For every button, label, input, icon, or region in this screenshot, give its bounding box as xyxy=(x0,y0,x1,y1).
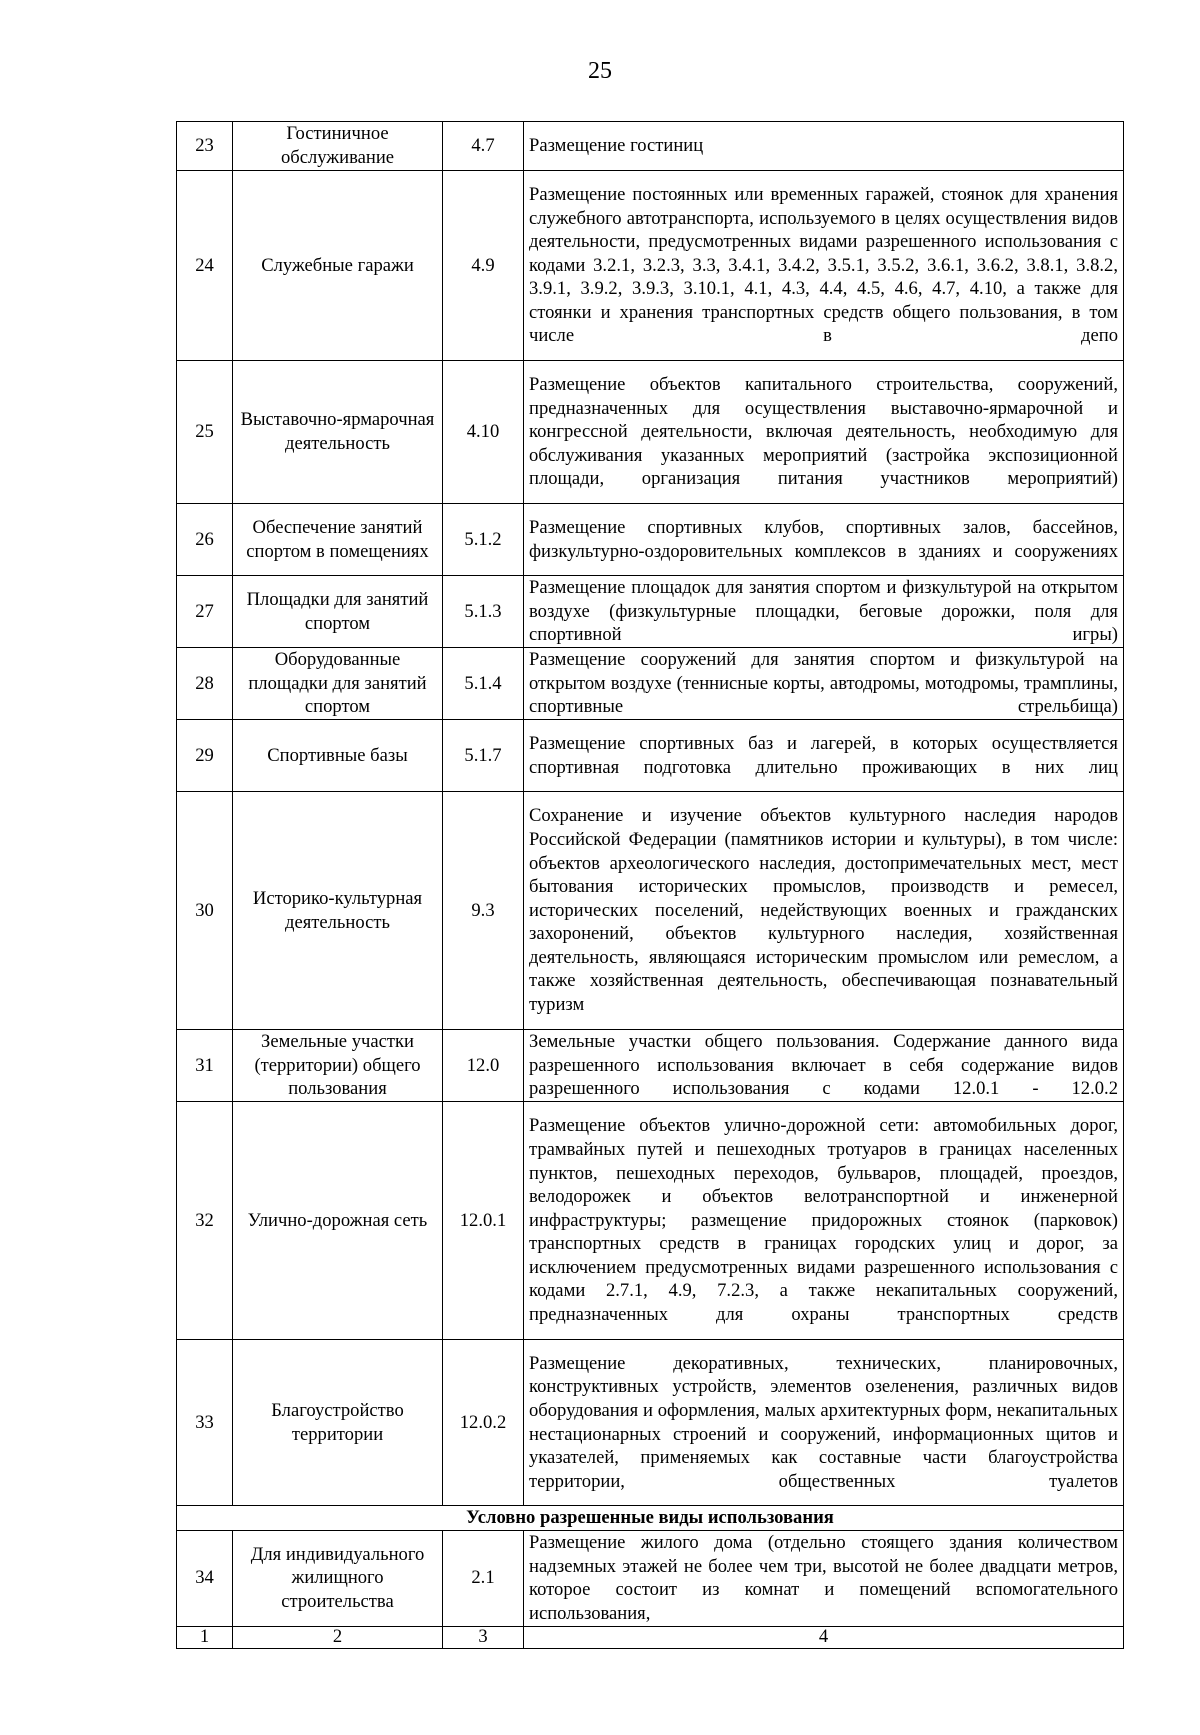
row-number: 30 xyxy=(177,792,233,1030)
use-type-name: Площадки для занятий спортом xyxy=(233,576,443,648)
use-type-name: Обеспечение занятий спортом в помещениях xyxy=(233,504,443,576)
row-number: 27 xyxy=(177,576,233,648)
row-number: 26 xyxy=(177,504,233,576)
use-type-code: 9.3 xyxy=(443,792,524,1030)
table-row xyxy=(177,720,1124,792)
use-type-description: Размещение декоративных, технических, планировочных, конструктивных устройств, элементов озеленения, различных видов оборудования и оформления, малых архитектурных форм, некапитальных нестационарных строений и сооружений, информационных щитов и указателей, применяемых как составные части благоустройства территории, общественных туалетов xyxy=(524,1340,1124,1506)
use-type-code: 4.9 xyxy=(443,171,524,361)
section-title: Условно разрешенные виды использования xyxy=(177,1506,1124,1531)
use-type-code: 4.10 xyxy=(443,361,524,504)
table-row xyxy=(177,1102,1124,1340)
use-type-description: Размещение гостиниц xyxy=(524,122,1124,171)
land-use-table xyxy=(176,121,1124,1649)
column-number: 1 xyxy=(177,1626,233,1648)
table-row xyxy=(177,361,1124,504)
table-row xyxy=(177,504,1124,576)
use-type-code: 12.0.2 xyxy=(443,1340,524,1506)
use-type-name: Историко-культурная деятельность xyxy=(233,792,443,1030)
use-type-description: Размещение объектов улично-дорожной сети: автомобильных дорог, трамвайных путей и пешеходных тротуаров в границах населенных пунктов, пешеходных переходов, бульваров, площадей, проездов, велодорожек и объектов велотранспортной и инженерной инфраструктуры; размещение придорожных стоянок (парковок) транспортных средств в границах городских улиц и дорог, за исключением предусмотренных видами разрешенного использования с кодами 2.7.1, 4.9, 7.2.3, а также некапитальных сооружений, предназначенных для охраны транспортных средств xyxy=(524,1102,1124,1340)
row-number: 34 xyxy=(177,1530,233,1626)
row-number: 29 xyxy=(177,720,233,792)
table-row xyxy=(177,171,1124,361)
table-row xyxy=(177,576,1124,648)
use-type-name: Служебные гаражи xyxy=(233,171,443,361)
use-type-description: Размещение спортивных баз и лагерей, в которых осуществляется спортивная подготовка длительно проживающих в них лиц xyxy=(524,720,1124,792)
row-number: 28 xyxy=(177,648,233,720)
row-number: 33 xyxy=(177,1340,233,1506)
use-type-name: Благоустройство территории xyxy=(233,1340,443,1506)
table-row xyxy=(177,792,1124,1030)
table-row xyxy=(177,122,1124,171)
use-type-description: Размещение спортивных клубов, спортивных залов, бассейнов, физкультурно-оздоровительных комплексов в зданиях и сооружениях xyxy=(524,504,1124,576)
use-type-description: Размещение объектов капитального строительства, сооружений, предназначенных для осуществления выставочно-ярмарочной и конгрессной деятельности, включая деятельность, необходимую для обслуживания указанных мероприятий (застройка экспозиционной площади, организация питания участников мероприятий) xyxy=(524,361,1124,504)
table-row xyxy=(177,1530,1124,1626)
use-type-code: 5.1.7 xyxy=(443,720,524,792)
use-type-code: 4.7 xyxy=(443,122,524,171)
column-number: 4 xyxy=(524,1626,1124,1648)
column-number: 2 xyxy=(233,1626,443,1648)
use-type-code: 5.1.2 xyxy=(443,504,524,576)
row-number: 25 xyxy=(177,361,233,504)
section-header-row xyxy=(177,1506,1124,1531)
use-type-name: Для индивидуального жилищного строительства xyxy=(233,1530,443,1626)
use-type-description: Размещение площадок для занятия спортом и физкультурой на открытом воздухе (физкультурные площадки, беговые дорожки, поля для спортивной игры) xyxy=(524,576,1124,648)
use-type-name: Земельные участки (территории) общего пользования xyxy=(233,1030,443,1102)
use-type-code: 12.0 xyxy=(443,1030,524,1102)
use-type-name: Выставочно-ярмарочная деятельность xyxy=(233,361,443,504)
table-row xyxy=(177,1030,1124,1102)
table-row xyxy=(177,1340,1124,1506)
use-type-name: Спортивные базы xyxy=(233,720,443,792)
use-type-name: Улично-дорожная сеть xyxy=(233,1102,443,1340)
column-number-row xyxy=(177,1626,1124,1648)
page-number: 25 xyxy=(588,58,612,84)
column-number: 3 xyxy=(443,1626,524,1648)
row-number: 24 xyxy=(177,171,233,361)
row-number: 32 xyxy=(177,1102,233,1340)
use-type-code: 5.1.4 xyxy=(443,648,524,720)
use-type-description: Сохранение и изучение объектов культурного наследия народов Российской Федерации (памятников истории и культуры), в том числе: объектов археологического наследия, достопримечательных мест, мест бытования исторических промыслов, производств и ремесел, исторических поселений, недействующих военных и гражданских захоронений, объектов культурного наследия, хозяйственная деятельность, являющаяся историческим промыслом или ремеслом, а также хозяйственная деятельность, обеспечивающая познавательный туризм xyxy=(524,792,1124,1030)
row-number: 23 xyxy=(177,122,233,171)
table-row xyxy=(177,648,1124,720)
use-type-description: Размещение жилого дома (отдельно стоящего здания количеством надземных этажей не более чем три, высотой не более двадцати метров, которое состоит из комнат и помещений вспомогательного использования, xyxy=(524,1530,1124,1626)
use-type-code: 5.1.3 xyxy=(443,576,524,648)
use-type-name: Гостиничное обслуживание xyxy=(233,122,443,171)
use-type-name: Оборудованные площадки для занятий спортом xyxy=(233,648,443,720)
use-type-description: Земельные участки общего пользования. Содержание данного вида разрешенного использования включает в себя содержание видов разрешенного использования с кодами 12.0.1 - 12.0.2 xyxy=(524,1030,1124,1102)
use-type-description: Размещение постоянных или временных гаражей, стоянок для хранения служебного автотранспорта, используемого в целях осуществления видов деятельности, предусмотренных видами разрешенного использования с кодами 3.2.1, 3.2.3, 3.3, 3.4.1, 3.4.2, 3.5.1, 3.5.2, 3.6.1, 3.6.2, 3.8.1, 3.8.2, 3.9.1, 3.9.2, 3.9.3, 3.10.1, 4.1, 4.3, 4.4, 4.5, 4.6, 4.7, 4.10, а также для стоянки и хранения транспортных средств общего пользования, в том числе в депо xyxy=(524,171,1124,361)
row-number: 31 xyxy=(177,1030,233,1102)
use-type-description: Размещение сооружений для занятия спортом и физкультурой на открытом воздухе (теннисные корты, автодромы, мотодромы, трамплины, спортивные стрельбища) xyxy=(524,648,1124,720)
use-type-code: 12.0.1 xyxy=(443,1102,524,1340)
use-type-code: 2.1 xyxy=(443,1530,524,1626)
